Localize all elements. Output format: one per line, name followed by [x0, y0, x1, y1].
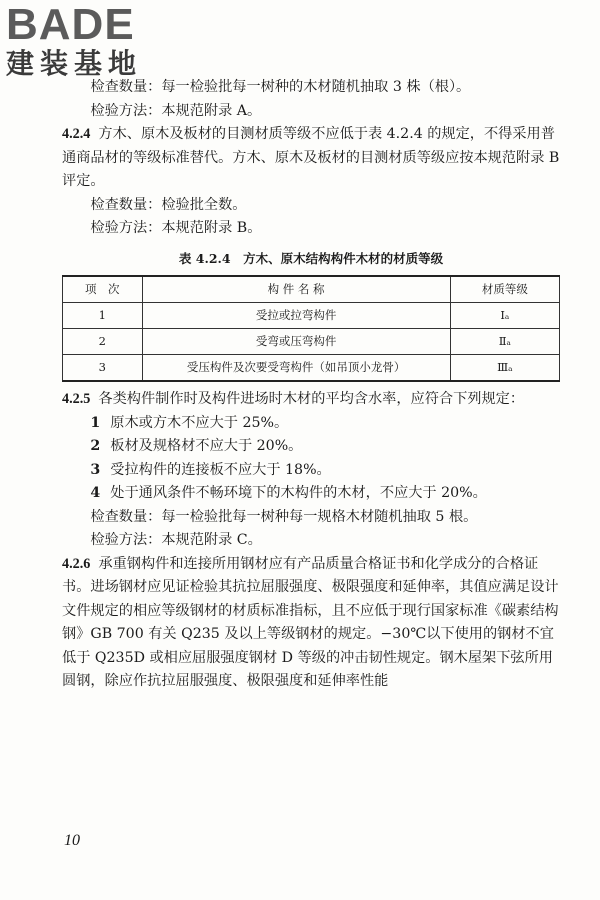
table-header-row: [63, 276, 560, 303]
list-item: [62, 459, 560, 483]
logo-chinese-name: 建装基地: [6, 47, 143, 80]
item-number: 2: [90, 438, 101, 454]
list-item: [62, 435, 560, 459]
cell-component-name: 受弯或压弯构件: [142, 329, 450, 355]
item-text: 板材及规格材不应大于 20%。: [110, 438, 303, 454]
item-number: 3: [90, 461, 101, 478]
cell-material-grade: Ⅲₐ: [450, 355, 559, 382]
list-item: [62, 482, 560, 506]
cell-item-no: 2: [63, 329, 143, 355]
inspection-method-line: 检验方法：本规范附录 B。: [90, 220, 262, 236]
inspection-method-line: 检验方法：本规范附录 A。: [90, 102, 262, 119]
header-component-name: 构 件 名 称: [142, 276, 450, 303]
table-row: [63, 355, 560, 382]
cell-component-name: 受压构件及次要受弯构件（如吊顶小龙骨）: [142, 355, 450, 382]
clause-4-2-5: [62, 388, 560, 412]
clause-number: 4.2.4: [62, 126, 91, 142]
cell-item-no: 3: [63, 355, 143, 382]
clause-4-2-4: [62, 123, 560, 194]
table-row: [63, 303, 560, 329]
inspection-method-line: 检验方法：本规范附录 C。: [90, 532, 262, 548]
inspection-quantity-line: 检查数量：检验批全数。: [90, 196, 247, 213]
page-number: 10: [64, 832, 80, 849]
cell-material-grade: Ⅱₐ: [450, 329, 559, 355]
header-material-grade: 材质等级: [450, 276, 559, 303]
list-item: [62, 412, 560, 436]
cell-component-name: 受拉或拉弯构件: [142, 303, 450, 329]
clause-text: 各类构件制作时及构件进场时木材的平均含水率，应符合下列规定：: [98, 391, 525, 407]
cell-material-grade: Ⅰₐ: [450, 303, 559, 329]
item-text: 受拉构件的连接板不应大于 18%。: [110, 461, 331, 478]
item-number: 1: [90, 414, 101, 431]
item-text: 处于通风条件不畅环境下的木构件的木材，不应大于 20%。: [110, 485, 487, 501]
material-grade-table: [62, 275, 560, 382]
header-item-no: 项 次: [63, 276, 143, 303]
clause-number: 4.2.5: [62, 391, 91, 407]
bade-logo: [6, 2, 166, 80]
logo-wordmark: BADE: [6, 0, 135, 49]
clause-text: 承重钢构件和连接所用钢材应有产品质量合格证书和化学成分的合格证书。进场钢材应见证检验其抗拉屈服强度、极限强度和延伸率，其值应满足设计文件规定的相应等级钢材的材质标准指标，且不应低于现行国家标准《碳素结构钢》GB 700 有关 Q235 及以上等级钢材的规定。−30℃以下使用的钢材不宜低于 Q235D 或相应屈服强度钢材 D 等级的冲击韧性规定。钢木屋架下弦所用圆钢，除应作抗拉屈服强度、极限强度和延伸率性能: [62, 555, 559, 689]
item-text: 原木或方木不应大于 25%。: [110, 414, 289, 431]
clause-number: 4.2.6: [62, 555, 91, 572]
table-row: [63, 329, 560, 355]
clause-4-2-6: [62, 553, 560, 694]
inspection-quantity-line: 检查数量：每一检验批每一树种每一规格木材随机抽取 5 根。: [90, 508, 478, 525]
clause-text: 方木、原木及板材的目测材质等级不应低于表 4.2.4 的规定，不得采用普通商品材的等级标准替代。方木、原木及板材的目测材质等级应按本规范附录 B 评定。: [62, 126, 560, 189]
table-title: 表 4.2.4 方木、原木结构构件木材的材质等级: [178, 250, 444, 266]
document-page: [62, 76, 560, 694]
cell-item-no: 1: [63, 303, 143, 329]
inspection-quantity-line: 检查数量：每一检验批每一树种的木材随机抽取 3 株（根）。: [90, 79, 471, 95]
item-number: 4: [90, 485, 101, 501]
